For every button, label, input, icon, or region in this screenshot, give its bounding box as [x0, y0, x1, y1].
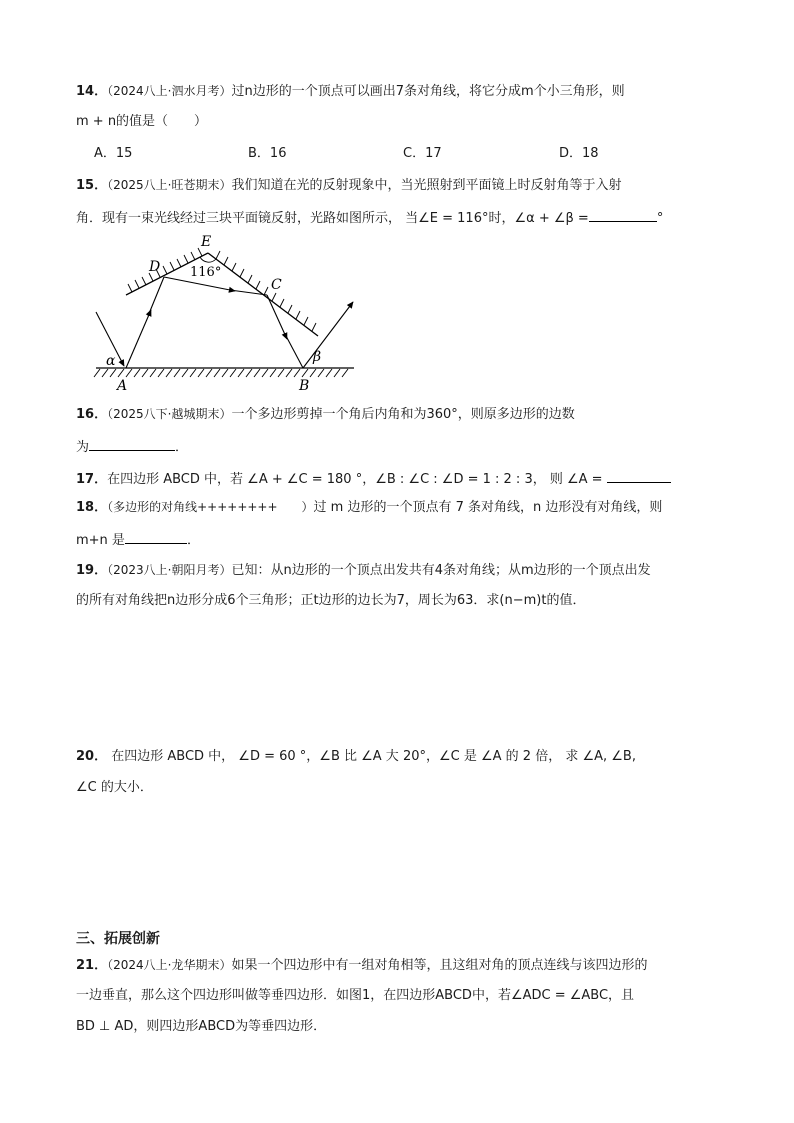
- q21-source: （2024八上·龙华期末）: [107, 958, 232, 972]
- q16-stem-1: 一个多边形剪掉一个角后内角和为360°，则原多边形的边数: [231, 407, 575, 422]
- q14-number: 14．: [76, 84, 108, 99]
- q21-number: 21．: [76, 958, 108, 973]
- q17-number: 17．: [76, 472, 108, 487]
- q14-source: （2024八上·泗水月考）: [107, 84, 232, 98]
- label-c: C: [271, 277, 282, 293]
- q21-line3: [76, 1018, 326, 1036]
- q15-number: 15．: [76, 178, 108, 193]
- label-beta: β: [313, 349, 322, 365]
- q18-stem-2-end: ．: [186, 533, 200, 548]
- q18-source: （多边形的对角线++++++++ ）: [107, 500, 314, 514]
- label-d: D: [149, 259, 161, 275]
- q19-line2: [76, 592, 585, 610]
- q14-option-b[interactable]: B．16: [248, 146, 287, 161]
- q16-answer-blank[interactable]: [89, 436, 175, 451]
- q14-line1: [76, 82, 625, 101]
- q14-option-c[interactable]: C．17: [403, 146, 442, 161]
- label-a: A: [117, 378, 128, 394]
- q15-source: （2025八上·旺苍期末）: [107, 178, 232, 192]
- q20-stem-1: 在四边形 ABCD 中， ∠D = 60 °，∠B 比 ∠A 大 20°，∠C 是 ∠A 的 2 倍， 求 ∠A, ∠B,: [107, 749, 636, 764]
- q16-stem-2-end: ．: [175, 440, 189, 455]
- q15-answer-blank[interactable]: [589, 207, 657, 222]
- q16-stem-2-start: 为: [76, 440, 90, 455]
- q14-option-d[interactable]: D．18: [559, 146, 599, 161]
- q14-stem-1: 过n边形的一个顶点可以画出7条对角线，将它分成m个小三角形，则: [231, 84, 625, 99]
- q21-stem-2: 一边垂直，那么这个四边形叫做等垂四边形．如图1，在四边形ABCD中，若∠ADC = ∠ABC，且: [76, 988, 635, 1003]
- q15-mirror-figure: [90, 232, 360, 394]
- q14-line2: [76, 113, 207, 131]
- q18-stem-1: 过 m 边形的一个顶点有 7 条对角线，n 边形没有对角线，则: [313, 500, 663, 515]
- q20-stem-2: ∠C 的大小．: [76, 780, 153, 795]
- q17-stem: 在四边形 ABCD 中，若 ∠A + ∠C = 180 °，∠B : ∠C : ∠D = 1 : 2 : 3， 则 ∠A =: [107, 472, 603, 487]
- q15-line1: [76, 176, 621, 195]
- label-angle-116: 116°: [190, 265, 222, 280]
- section-heading: 三、拓展创新: [76, 931, 160, 947]
- q18-number: 18．: [76, 500, 108, 515]
- q14-stem-2: m + n的值是（ ）: [76, 114, 208, 129]
- q19-line1: [76, 561, 651, 580]
- q17-answer-blank[interactable]: [607, 468, 671, 483]
- label-b: B: [299, 378, 310, 394]
- label-e: E: [201, 234, 212, 250]
- q18-answer-blank[interactable]: [125, 529, 187, 544]
- q16-source: （2025八下·越城期末）: [107, 407, 232, 421]
- q19-stem-2: 的所有对角线把n边形分成6个三角形；正t边形的边长为7，周长为63．求(n−m)t的值．: [76, 593, 586, 608]
- q15-line2: [76, 207, 663, 228]
- q21-line1: [76, 956, 647, 975]
- q19-number: 19．: [76, 563, 108, 578]
- q21-stem-3: BD ⊥ AD，则四边形ABCD为等垂四边形．: [76, 1019, 327, 1034]
- q15-stem-1: 我们知道在光的反射现象中，当光照射到平面镜上时反射角等于入射: [231, 178, 622, 193]
- q15-stem-2: 角．现有一束光线经过三块平面镜反射，光路如图所示， 当∠E = 116°时，∠α + ∠β =: [76, 211, 589, 226]
- q20-line2: [76, 779, 153, 797]
- q17-line1: [76, 468, 671, 489]
- q18-line1: [76, 498, 662, 517]
- q19-stem-1: 已知：从n边形的一个顶点出发共有4条对角线；从m边形的一个顶点出发: [231, 563, 651, 578]
- q16-line1: [76, 405, 575, 424]
- q18-line2: [76, 529, 200, 550]
- q21-line2: [76, 987, 634, 1005]
- q19-source: （2023八上·朝阳月考）: [107, 563, 232, 577]
- q20-line1: [76, 748, 636, 766]
- q14-option-a[interactable]: A．15: [94, 146, 133, 161]
- q16-line2: [76, 436, 188, 457]
- q20-number: 20．: [76, 749, 108, 764]
- q18-stem-2-start: m+n 是: [76, 533, 125, 548]
- q15-degree: °: [656, 211, 664, 226]
- q16-number: 16．: [76, 407, 108, 422]
- q21-stem-1: 如果一个四边形中有一组对角相等，且这组对角的顶点连线与该四边形的: [231, 958, 648, 973]
- label-alpha: α: [106, 353, 116, 369]
